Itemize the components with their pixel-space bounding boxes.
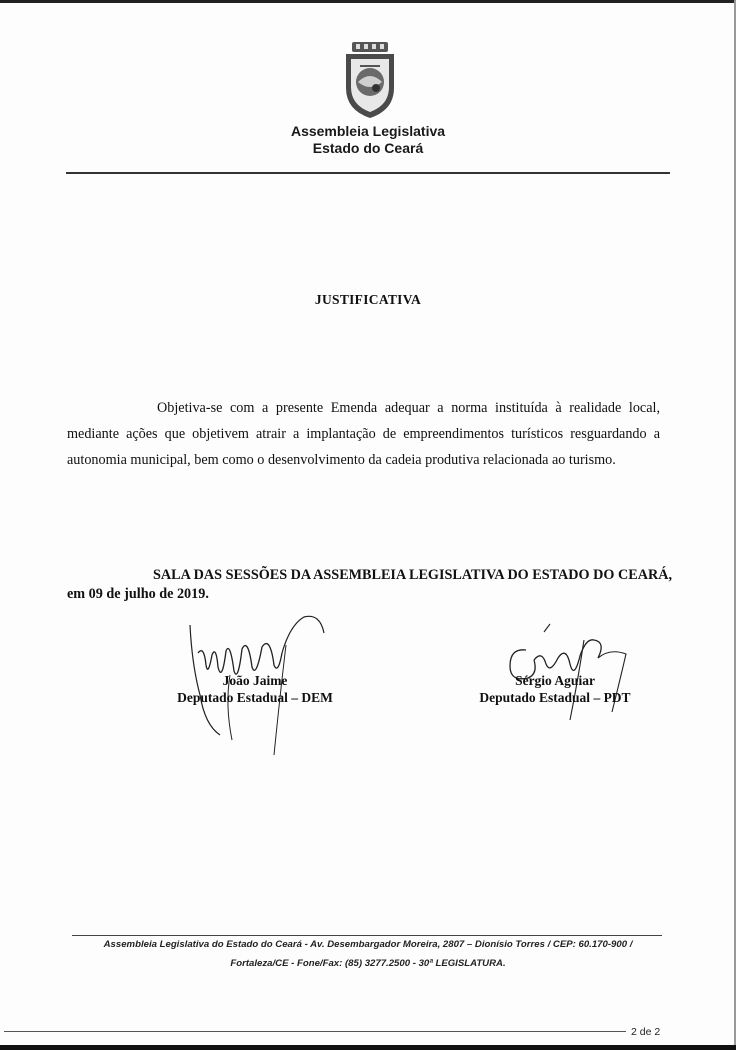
signature-block-left bbox=[150, 672, 360, 706]
footer-address: Assembleia Legislativa do Estado do Ceará - Av. Desembargador Moreira, 2807 – Dionísio Torres / CEP: 60.170-900 / bbox=[103, 939, 633, 950]
org-name: Assembleia Legislativa bbox=[290, 123, 446, 139]
footer-divider bbox=[72, 935, 662, 936]
document-title: JUSTIFICATIVA bbox=[314, 292, 422, 307]
org-state: Estado do Ceará bbox=[312, 140, 424, 156]
signature-block-right bbox=[450, 672, 660, 706]
bottom-divider bbox=[4, 1031, 626, 1032]
state-coat-of-arms-icon bbox=[338, 40, 402, 120]
header-divider bbox=[66, 172, 670, 174]
page-bottom-edge bbox=[0, 1045, 736, 1050]
session-closing: SALA DAS SESSÕES DA ASSEMBLEIA LEGISLATIVA DO ESTADO DO CEARÁ, em 09 de julho de 2019. bbox=[67, 567, 672, 602]
footer-contact: Fortaleza/CE - Fone/Fax: (85) 3277.2500 - 30ª LEGISLATURA. bbox=[230, 958, 506, 969]
signer-name: Sérgio Aguiar bbox=[515, 673, 595, 688]
signer-role: Deputado Estadual – PDT bbox=[479, 690, 631, 705]
signer-name: João Jaime bbox=[222, 673, 288, 688]
page-number: 2 de 2 bbox=[631, 1026, 661, 1038]
signer-role: Deputado Estadual – DEM bbox=[177, 690, 333, 705]
justification-paragraph: Objetiva-se com a presente Emenda adequar a norma instituída à realidade local, mediante ações que objetivem atrair a implantação de empreendimentos turísticos resguardando a autonomia municipal, bem como o desenvolvimento da cadeia produtiva relacionada ao turismo. bbox=[67, 400, 660, 468]
page-top-edge bbox=[0, 0, 736, 3]
